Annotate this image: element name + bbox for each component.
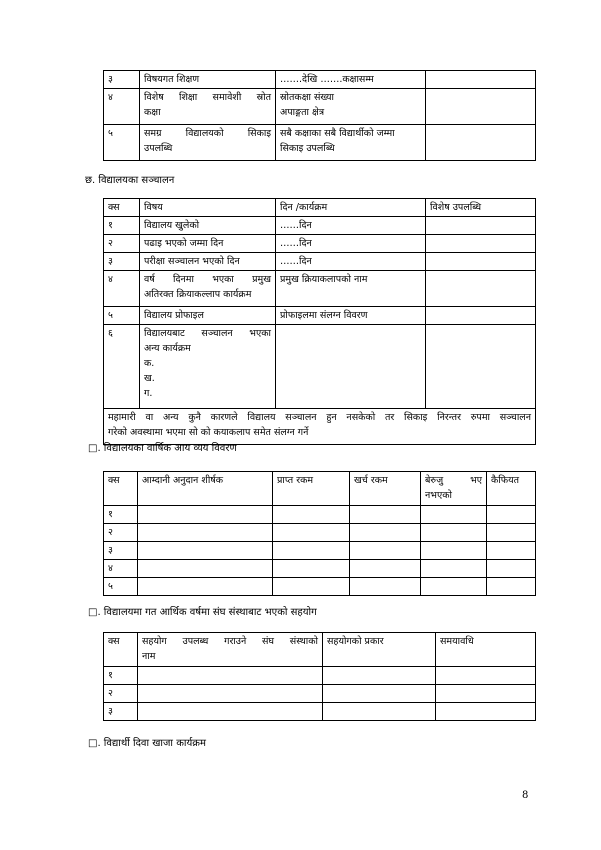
subject-cell: [140, 89, 276, 125]
org-cell: [138, 703, 323, 721]
balance-cell: [421, 542, 487, 560]
subject-line: विद्यालयबाट सञ्चालन भएका: [144, 328, 271, 339]
detail-cell: प्रमुख क्रियाकलापको नाम: [276, 271, 426, 307]
sn-cell: १: [104, 667, 138, 685]
subject-cell: विषयगत शिक्षण: [140, 71, 276, 89]
remark-cell: [426, 325, 536, 409]
title-cell: [138, 524, 273, 542]
column-header: सहयोगको प्रकार: [323, 633, 436, 667]
subject-line: क.: [144, 358, 155, 369]
type-cell: [323, 667, 436, 685]
operation-table: [103, 198, 536, 445]
detail-line: सबै कक्षाका सबै विद्यार्थीको जम्मा: [280, 128, 395, 139]
remark-cell: [426, 307, 536, 325]
detail-line: स्रोतकक्षा संख्या: [280, 92, 334, 103]
support-table: [103, 632, 536, 721]
remark-cell: [426, 89, 536, 125]
sn-cell: १: [104, 217, 140, 235]
table-header-row: [104, 472, 536, 506]
table-row: [104, 125, 536, 161]
header-line: बेरुजु भए: [425, 475, 482, 486]
remark-cell: [487, 560, 536, 578]
subject-line: अतिरक्त क्रियाकल्लाप कार्यक्रम: [144, 289, 252, 300]
subject-line: समग्र विद्यालयको सिकाइ: [144, 128, 271, 139]
remark-cell: [426, 271, 536, 307]
org-cell: [138, 685, 323, 703]
received-cell: [273, 578, 350, 596]
subject-line: अन्य कार्यक्रम: [144, 343, 191, 354]
remark-cell: [426, 217, 536, 235]
spent-cell: [350, 578, 421, 596]
duration-cell: [436, 685, 536, 703]
column-header: विषय: [140, 199, 276, 217]
balance-cell: [421, 578, 487, 596]
subject-line: ग.: [144, 388, 153, 399]
column-header: क्स: [104, 633, 138, 667]
table-row: [104, 578, 536, 596]
detail-line: सिकाइ उपलब्धि: [280, 143, 335, 154]
table-row: [104, 325, 536, 409]
table-row: [104, 89, 536, 125]
column-header: समयावधि: [436, 633, 536, 667]
duration-cell: [436, 703, 536, 721]
table-row: [104, 253, 536, 271]
detail-cell: ……दिन: [276, 253, 426, 271]
spent-cell: [350, 524, 421, 542]
column-header: [138, 633, 323, 667]
subject-cell: पढाइ भएको जम्मा दिन: [140, 235, 276, 253]
sn-cell: २: [104, 685, 138, 703]
column-header: आम्दानी अनुदान शीर्षक: [138, 472, 273, 506]
title-cell: [138, 578, 273, 596]
type-cell: [323, 703, 436, 721]
subject-cell: [140, 271, 276, 307]
detail-cell: [276, 89, 426, 125]
remark-cell: [426, 125, 536, 161]
table-row: [104, 71, 536, 89]
header-line: नभएको: [425, 490, 452, 501]
sn-cell: २: [104, 524, 138, 542]
sn-cell: ५: [104, 578, 138, 596]
table-row: [104, 271, 536, 307]
section-heading-lunch: [88, 735, 206, 749]
detail-line: अपाङ्गता क्षेत्र: [280, 107, 325, 118]
sn-cell: ३: [104, 542, 138, 560]
sn-cell: ३: [104, 703, 138, 721]
sn-cell: ४: [104, 89, 140, 125]
table-row: [104, 307, 536, 325]
remark-cell: [487, 524, 536, 542]
page-number: 8: [522, 790, 529, 801]
sn-cell: १: [104, 506, 138, 524]
sn-cell: ४: [104, 271, 140, 307]
table-row: [104, 542, 536, 560]
table-row: [104, 235, 536, 253]
sn-cell: २: [104, 235, 140, 253]
sn-cell: ६: [104, 325, 140, 409]
table-row: [104, 217, 536, 235]
spent-cell: [350, 542, 421, 560]
title-cell: [138, 560, 273, 578]
column-header: कैफियत: [487, 472, 536, 506]
section-heading-operation: छ. विद्यालयका सञ्चालन: [85, 175, 175, 186]
checkbox-icon: □: [88, 443, 98, 454]
remark-cell: [426, 235, 536, 253]
table-row: [104, 506, 536, 524]
subject-line: विशेष शिक्षा समावेशी स्रोत: [144, 92, 271, 103]
detail-cell: [276, 125, 426, 161]
column-header: प्राप्त रकम: [273, 472, 350, 506]
sn-cell: ५: [104, 125, 140, 161]
subject-line: वर्ष दिनमा भएका प्रमुख: [144, 274, 271, 285]
org-cell: [138, 667, 323, 685]
subject-cell: [140, 125, 276, 161]
heading-text: . विद्यालयमा गत आर्थिक वर्षमा संघ संस्थाबाट भएको सहयोग: [97, 607, 317, 618]
detail-cell: प्रोफाइलमा संलग्न विवरण: [276, 307, 426, 325]
header-line: नाम: [142, 651, 156, 662]
duration-cell: [436, 667, 536, 685]
remark-cell: [426, 71, 536, 89]
header-line: सहयोग उपलब्ध गराउने संघ संस्थाको: [142, 636, 318, 647]
title-cell: [138, 506, 273, 524]
note-line: गरेको अवस्थामा भएमा सो को कयाकलाप समेत संलग्न गर्ने: [108, 427, 309, 438]
remark-cell: [487, 542, 536, 560]
received-cell: [273, 524, 350, 542]
subject-line: उपलब्धि: [144, 143, 173, 154]
sn-cell: ५: [104, 307, 140, 325]
column-header: क्स: [104, 199, 140, 217]
title-cell: [138, 542, 273, 560]
column-header: विशेष उपलब्धि: [426, 199, 536, 217]
detail-cell: …….देखि …….कक्षासम्म: [276, 71, 426, 89]
spent-cell: [350, 560, 421, 578]
subject-line: ख.: [144, 373, 155, 384]
remark-cell: [426, 253, 536, 271]
note-line: महामारी वा अन्य कुनै कारणले विद्यालय सञ्चालन हुन नसकेको तर सिकाइ निरन्तर रुपमा सञ्चालन: [108, 412, 531, 423]
table-header-row: [104, 199, 536, 217]
received-cell: [273, 560, 350, 578]
type-cell: [323, 685, 436, 703]
detail-cell: ……दिन: [276, 235, 426, 253]
spent-cell: [350, 506, 421, 524]
checkbox-icon: □: [88, 607, 98, 618]
received-cell: [273, 542, 350, 560]
table-row: [104, 524, 536, 542]
balance-cell: [421, 506, 487, 524]
section-heading-finance: [88, 440, 237, 454]
column-header: दिन /कार्यक्रम: [276, 199, 426, 217]
table-row: [104, 667, 536, 685]
column-header: [421, 472, 487, 506]
subject-cell: विद्यालय खुलेको: [140, 217, 276, 235]
top-table: [103, 70, 536, 161]
table-row: [104, 703, 536, 721]
column-header: खर्च रकम: [350, 472, 421, 506]
sn-cell: ४: [104, 560, 138, 578]
section-heading-support: [88, 604, 317, 618]
finance-table: [103, 471, 536, 596]
column-header: क्स: [104, 472, 138, 506]
subject-cell: परीक्षा सञ्चालन भएको दिन: [140, 253, 276, 271]
received-cell: [273, 506, 350, 524]
heading-text: . विद्यार्थी दिवा खाजा कार्यक्रम: [97, 738, 206, 749]
remark-cell: [487, 578, 536, 596]
detail-cell: [276, 325, 426, 409]
balance-cell: [421, 560, 487, 578]
table-row: [104, 685, 536, 703]
remark-cell: [487, 506, 536, 524]
table-row: [104, 560, 536, 578]
subject-cell: विद्यालय प्रोफाइल: [140, 307, 276, 325]
sn-cell: ३: [104, 71, 140, 89]
checkbox-icon: □: [88, 738, 98, 749]
table-header-row: [104, 633, 536, 667]
subject-line: कक्षा: [144, 107, 161, 118]
heading-text: . विद्यालयका वार्षिक आय व्यय विवरण: [97, 443, 237, 454]
detail-cell: ……दिन: [276, 217, 426, 235]
subject-cell: [140, 325, 276, 409]
sn-cell: ३: [104, 253, 140, 271]
balance-cell: [421, 524, 487, 542]
